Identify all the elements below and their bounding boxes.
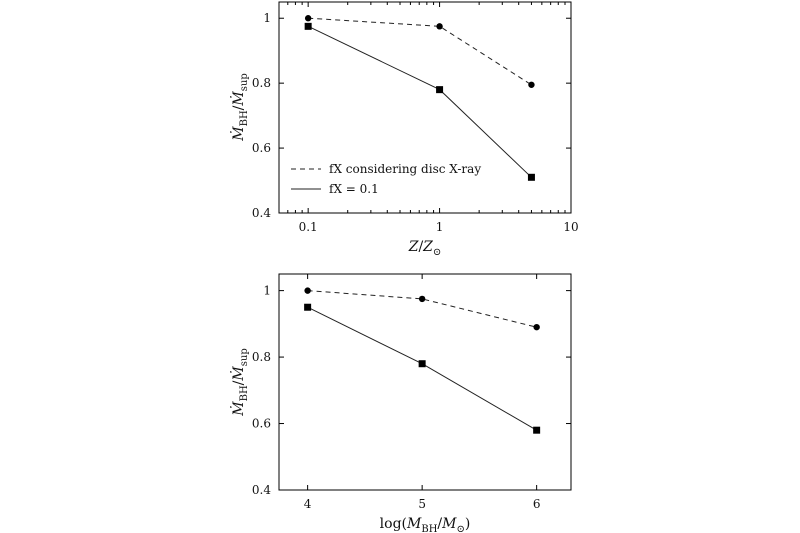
top-chart-series-0-point <box>436 23 442 29</box>
top-chart-legend <box>291 162 481 196</box>
top-chart-x-tick-label: 1 <box>435 220 444 234</box>
bottom-chart-x-tick-label: 4 <box>303 497 312 511</box>
bottom-chart-series-0-point <box>419 296 425 302</box>
top-chart-series-0-point <box>305 15 311 21</box>
bottom-chart-y-tick-label: 1 <box>263 283 271 298</box>
top-chart-y-tick-label: 0.6 <box>251 141 271 156</box>
bottom-chart-series <box>304 287 540 433</box>
bottom-chart-series-0-point <box>304 287 310 293</box>
top-chart-y-tick-label: 1 <box>263 11 271 26</box>
top-chart-series-0-line <box>308 18 531 85</box>
top-chart-series-1-point <box>528 174 535 181</box>
bottom-chart-ticks <box>252 274 571 511</box>
bottom-chart-y-tick-label: 0.4 <box>251 483 271 497</box>
top-chart-y-axis-label: Ṁ$_{BH}$/Ṁ$_{sup}$ <box>231 73 250 141</box>
top-chart-series-0-point <box>528 82 534 88</box>
top-chart-series-1-point <box>305 23 312 30</box>
bottom-chart-series-1-point <box>304 304 311 311</box>
top-chart-panel <box>229 2 579 258</box>
top-chart-y-tick-label: 0.4 <box>251 206 271 220</box>
top-chart-legend-entry-0: fX considering disc X-ray <box>329 162 482 176</box>
bottom-chart-y-axis-label: Ṁ$_{BH}$/Ṁ$_{sup}$ <box>231 348 250 416</box>
bottom-chart-series-0-point <box>533 324 539 330</box>
top-chart-x-tick-label: 10 <box>563 220 579 234</box>
top-chart-x-axis-label: $Z/Z_⊙$ <box>408 239 442 258</box>
top-chart-series <box>305 15 535 181</box>
top-chart-ticks <box>252 2 579 234</box>
bottom-chart-x-axis-label: $\log(M_{BH}/M_⊙)$ <box>379 516 471 533</box>
bottom-chart-x-tick-label: 5 <box>418 497 426 511</box>
bottom-chart-y-tick-label: 0.8 <box>251 350 271 365</box>
bottom-chart-series-1-point <box>533 427 540 434</box>
bottom-chart-series-1-line <box>308 307 537 430</box>
top-chart-legend-entry-1: fX = 0.1 <box>329 182 379 196</box>
top-chart-y-tick-label: 0.8 <box>251 76 271 91</box>
top-chart-series-1-line <box>308 26 531 177</box>
top-chart-x-tick-label: 0.1 <box>298 220 318 234</box>
top-chart-series-1-point <box>436 86 443 93</box>
bottom-chart-x-tick-label: 6 <box>532 497 541 511</box>
bottom-chart-panel <box>229 274 571 533</box>
bottom-chart-y-tick-label: 0.6 <box>251 416 271 431</box>
bottom-chart-frame <box>279 274 571 490</box>
bottom-chart-series-1-point <box>419 360 426 367</box>
